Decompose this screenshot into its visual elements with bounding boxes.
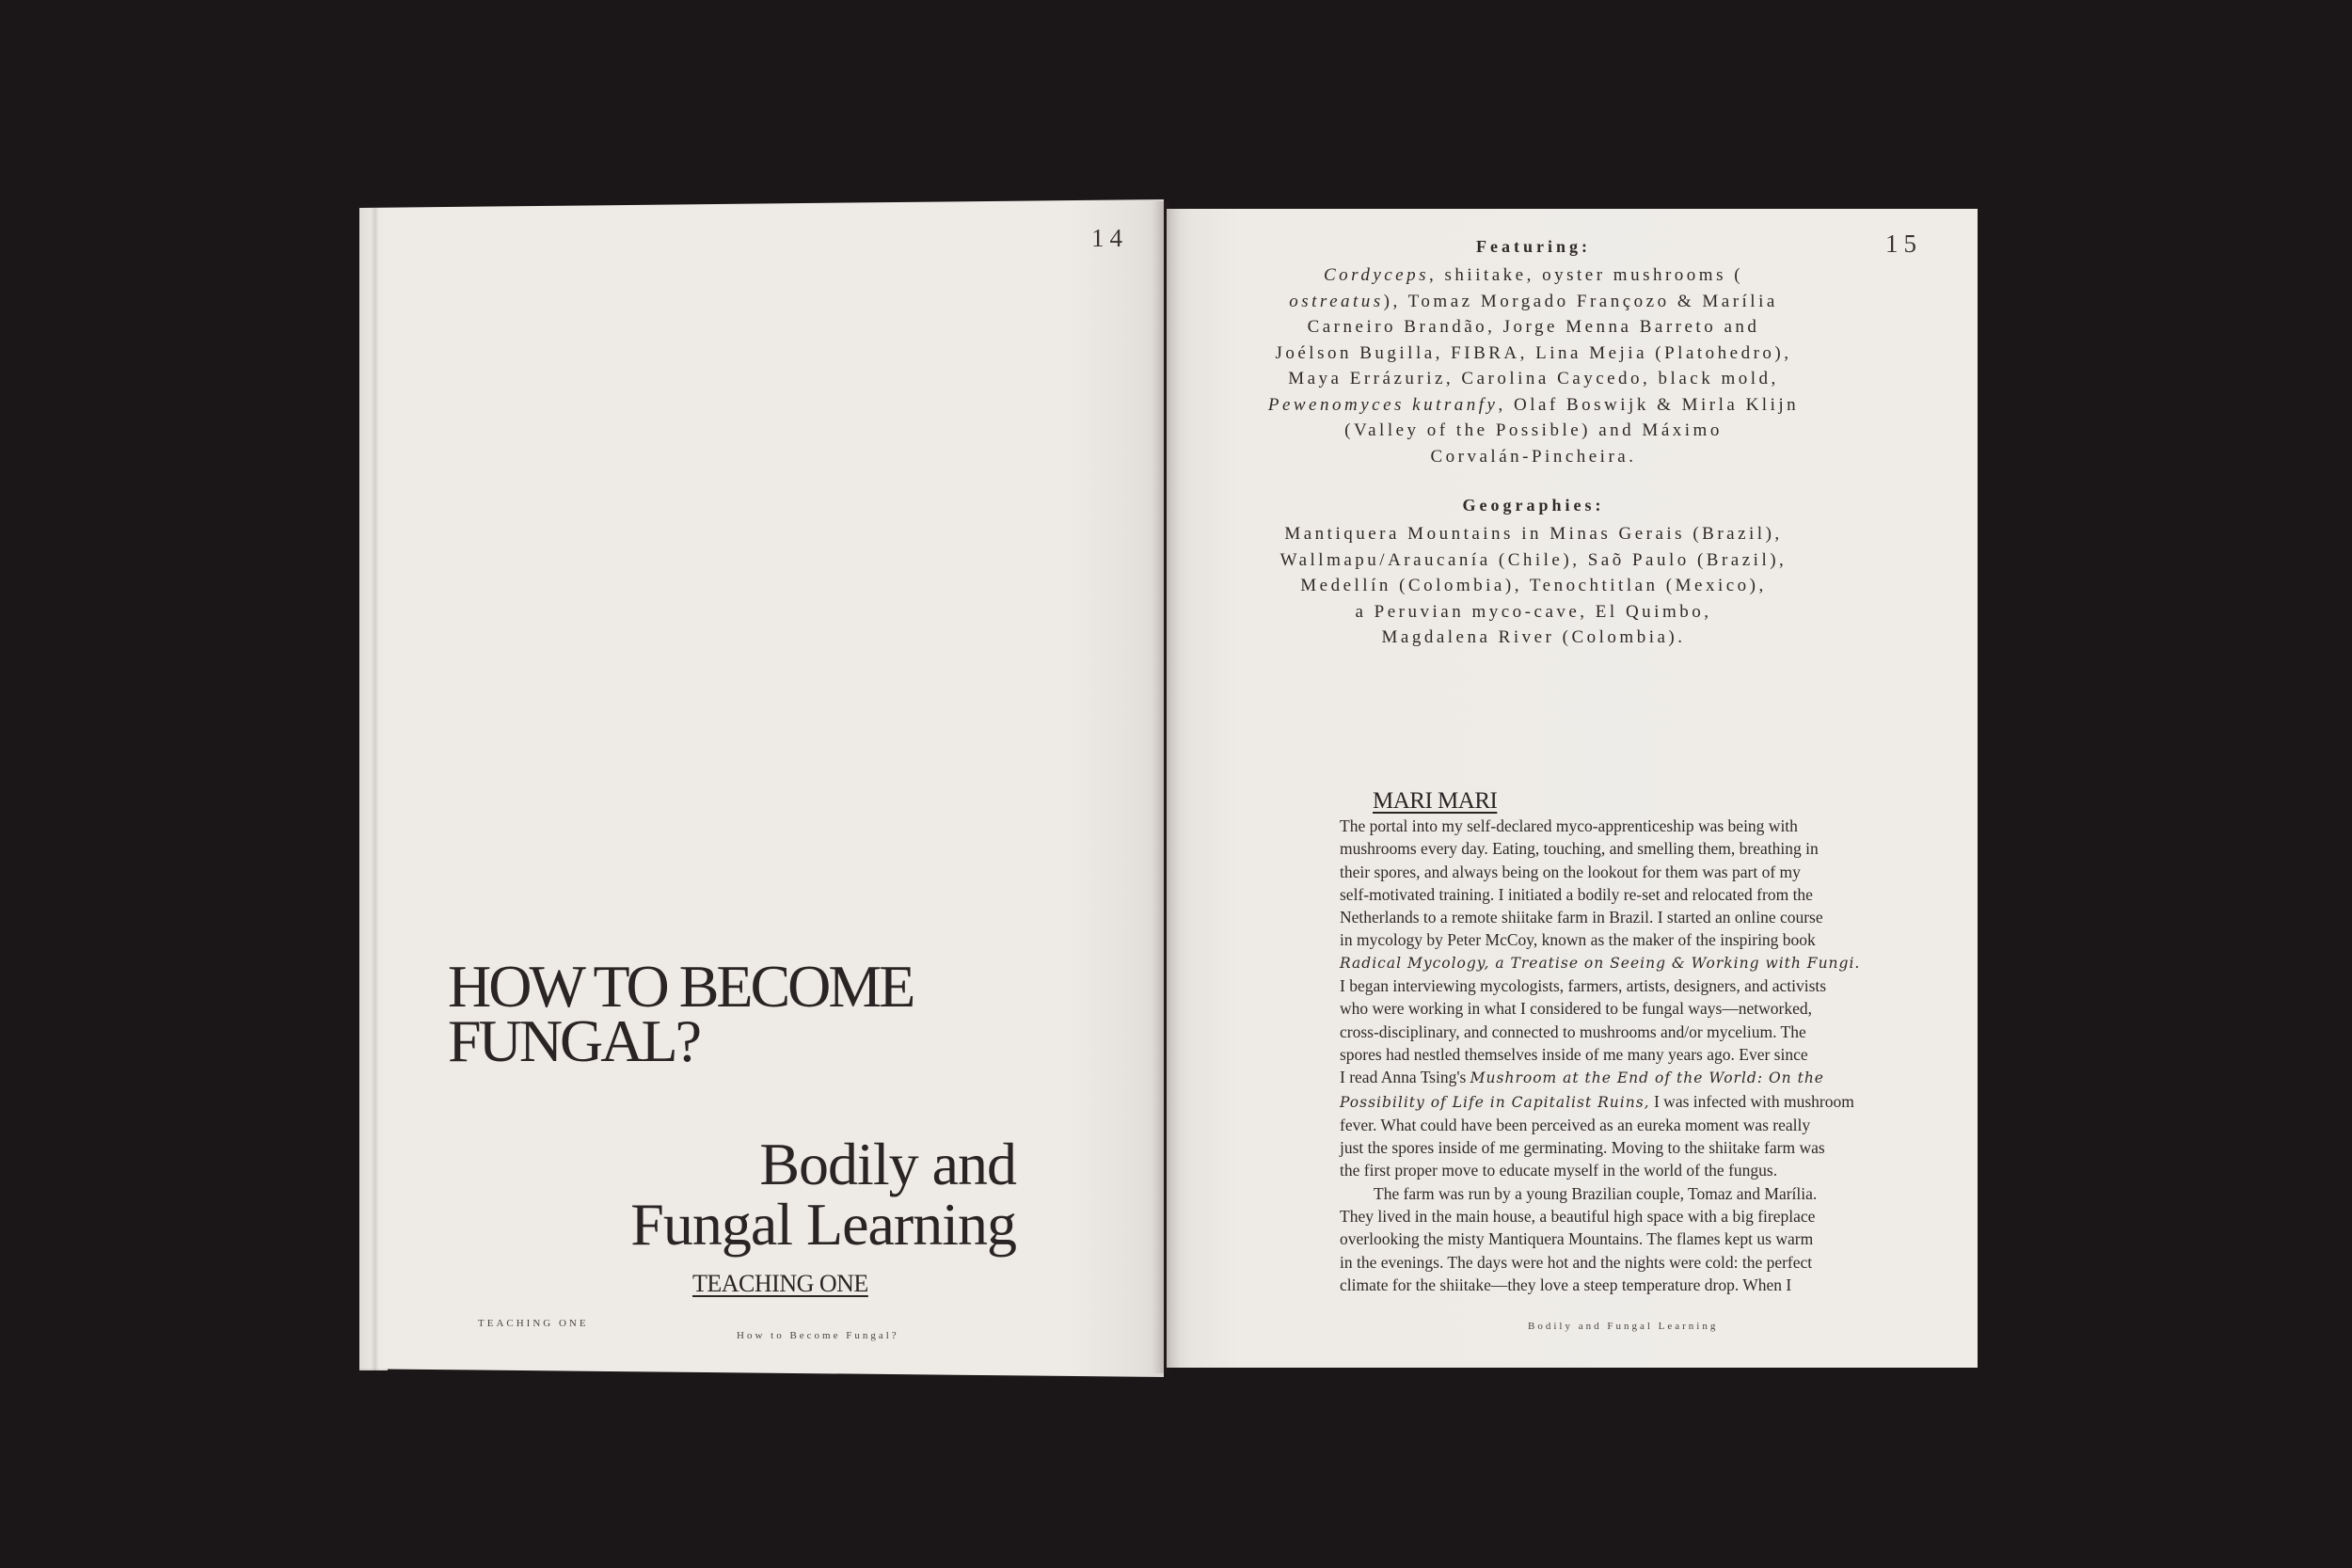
featuring-heading: Featuring: [1476,237,1591,256]
geographies-body [1223,521,1844,651]
essay-line: The farm was run by a young Brazilian couple, Tomaz and Marília. [1374,1183,1818,1203]
featuring-line: Joélson Bugilla, FIBRA, Lina Mejia (Platohedro), [1275,342,1792,363]
featuring-line: Pewenomyces kutranfy, Olaf Boswijk & Mirla Klijn [1267,394,1800,415]
featuring-line: Carneiro Brandão, Jorge Menna Barreto and [1307,317,1760,337]
main-title-line-1: HOW TO BECOME [448,953,914,1020]
essay-line: in the evenings. The days were hot and the nights were cold: the perfect [1340,1252,1813,1272]
left-footer-title: How to Become Fungal? [737,1330,899,1341]
essay-heading: MARI MARI [1373,788,1498,814]
featuring-block [1223,237,1844,469]
essay-line: They lived in the main house, a beautiful high space with a big fireplace [1340,1207,1816,1227]
essay-body [1340,815,1932,1296]
geographies-heading: Geographies: [1462,496,1605,515]
featuring-line: Maya Errázuriz, Carolina Caycedo, black mold, [1288,369,1779,388]
essay-line: spores had nestled themselves inside of me many years ago. Ever since [1340,1044,1808,1064]
essay-line: in mycology by Peter McCoy, known as the maker of the inspiring book [1340,930,1816,950]
geography-line: a Peruvian myco-cave, El Quimbo, [1355,601,1712,622]
essay-line: I read Anna Tsing's Mushroom at the End of the World: On the [1340,1068,1824,1087]
spine-shadow [1152,201,1181,1373]
featuring-line: Corvalán-Pincheira. [1430,446,1637,467]
essay-line: just the spores inside of me germinating. Moving to the shiitake farm was [1340,1138,1825,1158]
essay-line: fever. What could have been perceived as an eureka moment was really [1340,1115,1811,1134]
essay-line: climate for the shiitake—they love a steep temperature drop. When I [1340,1275,1792,1294]
essay-line: who were working in what I considered to be fungal ways—networked, [1340,999,1813,1019]
geography-line: Magdalena River (Colombia). [1381,627,1686,647]
featuring-line: ostreatus), Tomaz Morgado Françozo & Marília [1289,291,1778,311]
essay-line: Netherlands to a remote shiitake farm in Brazil. I started an online course [1340,908,1823,927]
left-page-number: 14 [1091,224,1128,252]
main-title [448,953,1106,1074]
subtitle-line-2: Fungal Learning [630,1191,1016,1258]
essay-line: The portal into my self-declared myco-apprenticeship was being with [1340,816,1798,835]
essay-line: Possibility of Life in Capitalist Ruins, I was infected with mushroom [1340,1091,1854,1111]
left-page-edge [359,208,388,1370]
left-footer-section: TEACHING ONE [478,1318,589,1329]
essay-line: I began interviewing mycologists, farmers, artists, designers, and activists [1340,976,1827,996]
geographies-block [1223,496,1844,651]
essay-line: cross-disciplinary, and connected to mushrooms and/or mycelium. The [1340,1022,1806,1041]
subtitle-line-1: Bodily and [759,1131,1016,1197]
geography-line: Medellín (Colombia), Tenochtitlan (Mexico), [1300,576,1767,595]
featuring-body [1223,262,1844,469]
subtitle [527,1131,1016,1258]
section-label: TEACHING ONE [692,1270,868,1297]
essay-line: the first proper move to educate myself in the world of the fungus. [1340,1161,1778,1180]
featuring-line: (Valley of the Possible) and Máximo [1344,420,1723,440]
essay-line: overlooking the misty Mantiquera Mountains. The flames kept us warm [1340,1229,1814,1249]
featuring-line: Cordyceps, shiitake, oyster mushrooms ( [1323,265,1744,285]
right-page-number: 15 [1885,230,1922,258]
essay-line: Radical Mycology, a Treatise on Seeing & Working with Fungi. [1340,954,1861,972]
essay-line: mushrooms every day. Eating, touching, and smelling them, breathing in [1340,839,1819,859]
right-footer-title: Bodily and Fungal Learning [1528,1321,1719,1332]
essay-line: their spores, and always being on the lookout for them was part of my [1340,862,1801,881]
geography-line: Wallmapu/Araucanía (Chile), Saõ Paulo (Brazil), [1279,549,1788,570]
geography-line: Mantiquera Mountains in Minas Gerais (Brazil), [1284,524,1783,544]
essay-line: self-motivated training. I initiated a bodily re-set and relocated from the [1340,884,1813,904]
main-title-line-2: FUNGAL? [448,1007,699,1074]
